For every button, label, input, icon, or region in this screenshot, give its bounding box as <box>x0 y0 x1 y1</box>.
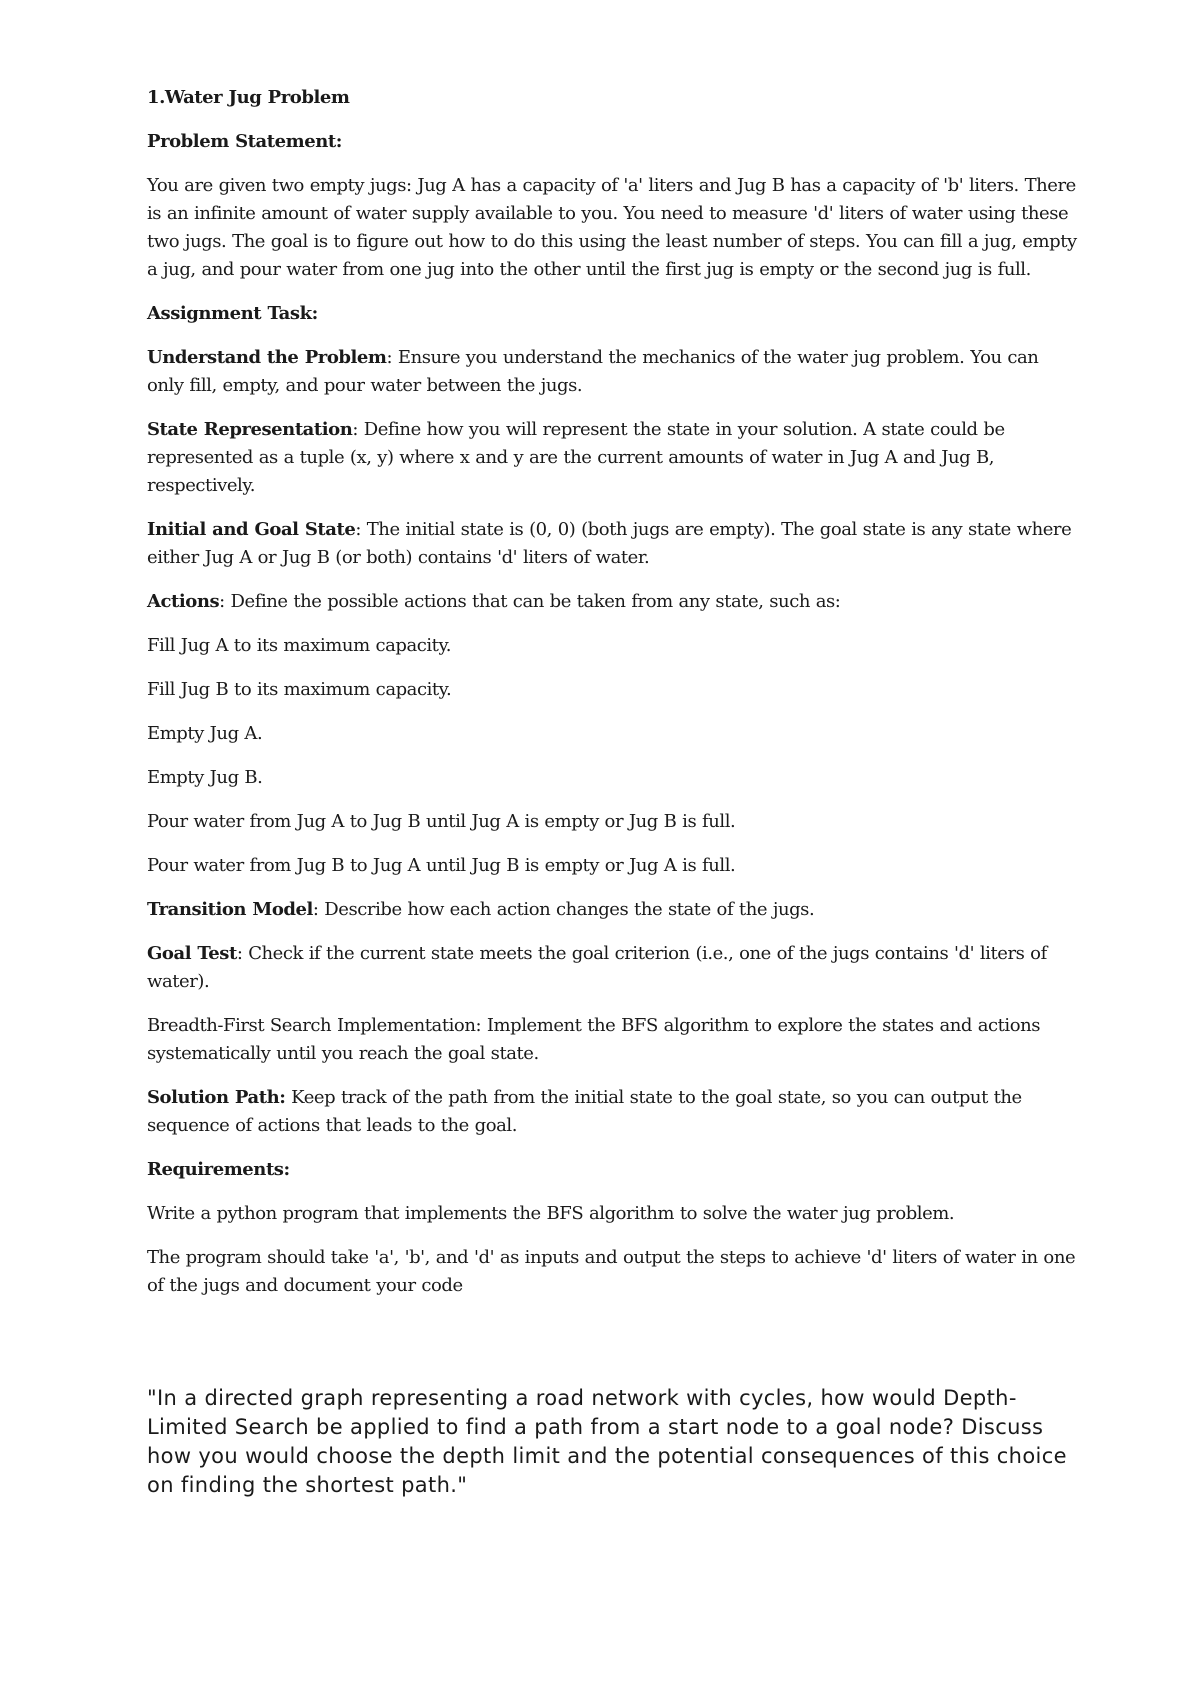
requirement-item: Write a python program that implements the BFS algorithm to solve the water jug problem. <box>147 1203 955 1224</box>
requirements-heading: Requirements: <box>147 1159 290 1180</box>
actions-text: : Define the possible actions that can be taken from any state, such as: <box>219 591 841 612</box>
state-representation-text: : Define how you will represent the state in your solution. A state could be represented as a tuple (x, y) where x and y are the current amounts of water in Jug A and Jug B, respectively. <box>147 419 1005 496</box>
action-item: Pour water from Jug A to Jug B until Jug A is empty or Jug B is full. <box>147 811 736 832</box>
document-title: 1.Water Jug Problem <box>147 87 350 108</box>
action-item: Fill Jug A to its maximum capacity. <box>147 635 452 656</box>
action-item: Empty Jug A. <box>147 723 263 744</box>
problem-statement-heading: Problem Statement: <box>147 131 342 152</box>
action-item: Pour water from Jug B to Jug A until Jug B is empty or Jug A is full. <box>147 855 736 876</box>
requirement-item: The program should take 'a', 'b', and 'd' as inputs and output the steps to achieve 'd' liters of water in one of the jugs and document your code <box>147 1247 1076 1296</box>
solution-path-paragraph <box>147 1084 1077 1140</box>
action-item: Fill Jug B to its maximum capacity. <box>147 679 452 700</box>
state-representation-paragraph <box>147 416 1077 500</box>
action-item: Empty Jug B. <box>147 767 263 788</box>
bfs-implementation-paragraph: Breadth-First Search Implementation: Implement the BFS algorithm to explore the states and actions systematically until you reach the goal state. <box>147 1015 1041 1064</box>
goal-test-paragraph <box>147 940 1077 996</box>
solution-path-text: Keep track of the path from the initial state to the goal state, so you can output the sequence of actions that leads to the goal. <box>147 1087 1022 1136</box>
initial-goal-state-text: : The initial state is (0, 0) (both jugs are empty). The goal state is any state where either Jug A or Jug B (or both) contains 'd' liters of water. <box>147 519 1072 568</box>
actions-label: Actions <box>147 591 220 612</box>
understand-problem-text: : Ensure you understand the mechanics of the water jug problem. You can only fill, empty, and pour water between the jugs. <box>147 347 1039 396</box>
document-body <box>147 84 1077 1316</box>
goal-test-text: : Check if the current state meets the goal criterion (i.e., one of the jugs contains 'd' liters of water). <box>147 943 1047 992</box>
initial-goal-state-paragraph <box>147 516 1077 572</box>
understand-problem-label: Understand the Problem <box>147 347 387 368</box>
assignment-task-heading: Assignment Task: <box>147 303 318 324</box>
goal-test-label: Goal Test <box>147 943 237 964</box>
transition-model-text: : Describe how each action changes the state of the jugs. <box>312 899 815 920</box>
solution-path-label: Solution Path: <box>147 1087 286 1108</box>
transition-model-label: Transition Model <box>147 899 313 920</box>
state-representation-label: State Representation <box>147 419 353 440</box>
understand-problem-paragraph <box>147 344 1077 400</box>
initial-goal-state-label: Initial and Goal State <box>147 519 356 540</box>
dls-question: "In a directed graph representing a road network with cycles, how would Depth-Limited Search be applied to find a path from a start node to a goal node? Discuss how you would choose the depth limit and the potential consequences of this choice on finding the shortest path." <box>147 1386 1067 1497</box>
actions-paragraph <box>147 588 1077 616</box>
problem-statement-body: You are given two empty jugs: Jug A has a capacity of 'a' liters and Jug B has a capacity of 'b' liters. There is an infinite amount of water supply available to you. You need to measure 'd' liters of water using these two jugs. The goal is to figure out how to do this using the least number of steps. You can fill a jug, empty a jug, and pour water from one jug into the other until the first jug is empty or the second jug is full. <box>147 175 1077 280</box>
transition-model-paragraph <box>147 896 1077 924</box>
